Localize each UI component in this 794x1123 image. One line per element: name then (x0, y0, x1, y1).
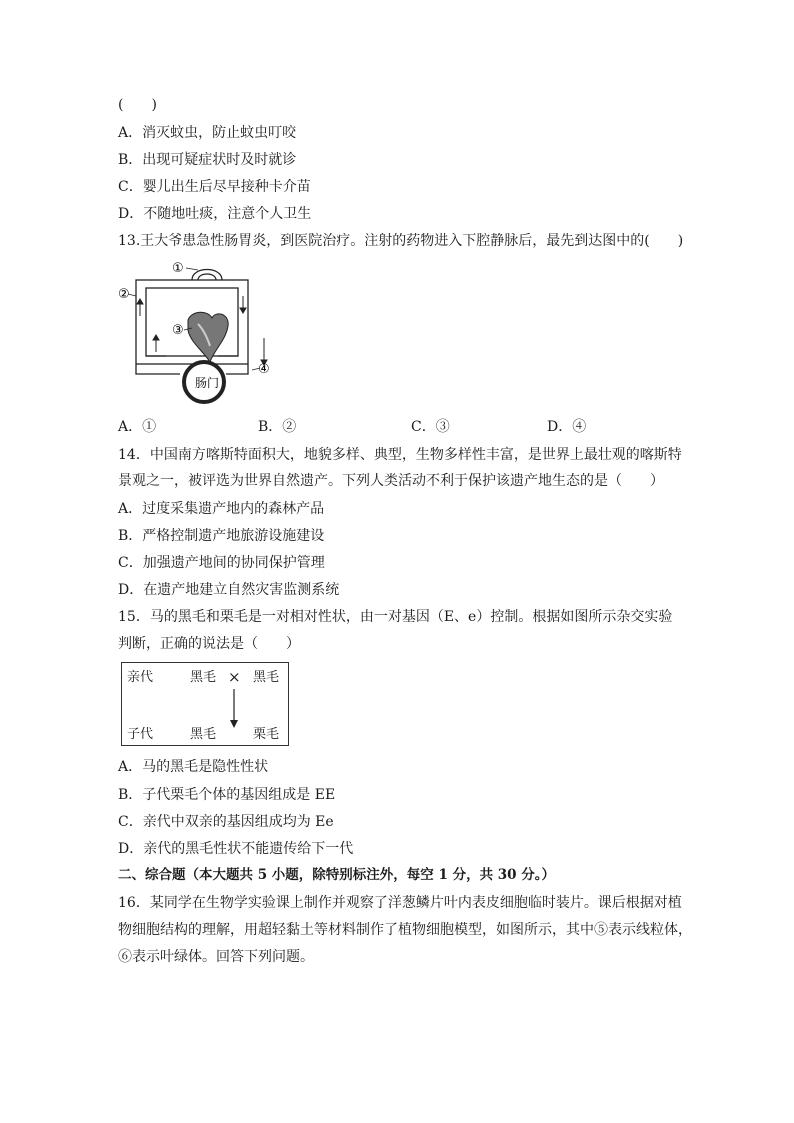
q12-option-b: B．出现可疑症状时及时就诊 (118, 152, 297, 168)
q15-option-a: A．马的黑毛是隐性性状 (118, 759, 269, 775)
parent-a-trait: 黑毛 (190, 670, 217, 685)
q15-cross-diagram (121, 662, 289, 746)
q13-option-a: A．① (118, 419, 157, 435)
q12-option-a: A．消灭蚊虫，防止蚊虫叮咬 (118, 125, 297, 141)
label-3: ③ (172, 323, 184, 338)
label-2: ② (118, 287, 130, 302)
q13-option-d: D．④ (547, 419, 587, 435)
q16-line1: 16．某同学在生物学实验课上制作并观察了洋葱鳞片叶内表皮细胞临时装片。课后根据对植 (118, 895, 682, 911)
label-1: ① (172, 261, 184, 276)
q16-line2: 物细胞结构的理解，用超轻黏土等材料制作了植物细胞模型，如图所示，其中⑤表示线粒体， (118, 922, 692, 938)
q14-stem-line1: 14．中国南方喀斯特面积大，地貌多样、典型，生物多样性丰富，是世界上最壮观的喀斯特 (118, 447, 682, 463)
q15-option-b: B．子代栗毛个体的基因组成是 EE (118, 787, 336, 803)
circulation-diagram-svg (118, 256, 278, 406)
q15-stem-line2: 判断，正确的说法是（ ） (118, 636, 300, 652)
q15-option-c: C．亲代中双亲的基因组成均为 Ee (118, 814, 334, 830)
offspring-b-trait: 栗毛 (253, 727, 280, 742)
q12-option-c: C．婴儿出生后尽早接种卡介苗 (118, 179, 311, 195)
section-heading: 二、综合题（本大题共 5 小题，除特别标注外，每空 1 分，共 30 分。） (118, 867, 556, 883)
offspring-generation-label: 子代 (127, 727, 154, 742)
q14-stem-line2: 景观之一，被评选为世界自然遗产。下列人类活动不利于保护该遗产地生态的是（ ） (118, 473, 664, 489)
q12-answer-blank: ( ) (118, 97, 157, 113)
q14-option-c: C．加强遗产地间的协同保护管理 (118, 555, 325, 571)
q13-circulation-diagram (118, 256, 278, 406)
q13-option-c: C．③ (411, 419, 450, 435)
parent-generation-label: 亲代 (127, 670, 154, 685)
q15-option-d: D．亲代的黑毛性状不能遗传给下一代 (118, 841, 354, 857)
label-4: ④ (258, 362, 270, 377)
organ-label: 肠门 (195, 376, 220, 390)
down-arrow-icon (226, 689, 242, 729)
q13-stem: 13.王大爷患急性肠胃炎，到医院治疗。注射的药物进入下腔静脉后，最先到达图中的( ) (118, 233, 684, 249)
q14-option-b: B．严格控制遗产地旅游设施建设 (118, 528, 325, 544)
q13-option-b: B．② (258, 419, 297, 435)
q14-option-d: D．在遗产地建立自然灾害监测系统 (118, 582, 340, 598)
q16-line3: ⑥表示叶绿体。回答下列问题。 (118, 949, 314, 965)
offspring-a-trait: 黑毛 (190, 727, 217, 742)
cross-symbol: × (228, 668, 241, 686)
q12-option-d: D．不随地吐痰，注意个人卫生 (118, 206, 312, 222)
q15-stem-line1: 15．马的黑毛和栗毛是一对相对性状，由一对基因（E、e）控制。根据如图所示杂交实验 (118, 609, 673, 625)
q14-option-a: A．过度采集遗产地内的森林产品 (118, 501, 325, 517)
parent-b-trait: 黑毛 (253, 670, 280, 685)
